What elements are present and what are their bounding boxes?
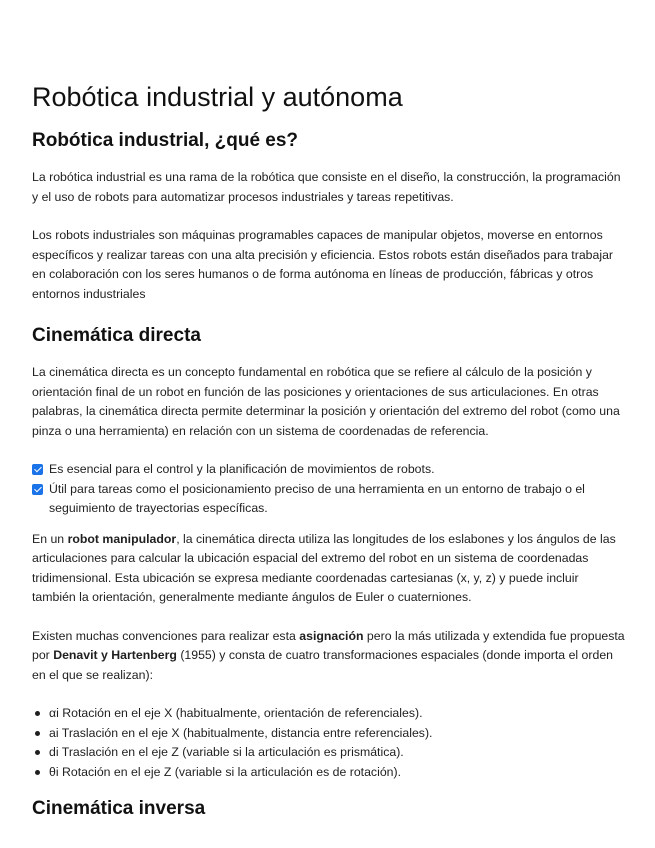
checklist-item-label: Es esencial para el control y la planificación de movimientos de robots. — [49, 462, 435, 476]
bold-term-denavit-hartenberg: Denavit y Hartenberg — [53, 648, 177, 662]
text-run: En un — [32, 531, 68, 546]
checked-checkbox-icon[interactable] — [32, 484, 43, 495]
bold-term-asignacion: asignación — [299, 628, 364, 643]
paragraph-convenciones — [32, 627, 625, 686]
checklist-item — [32, 460, 625, 480]
text-run: (1955) y consta de cuatro transformaciones espaciales (donde importa el orden en el que se realizan): — [32, 648, 614, 682]
page-title: Robótica industrial y autónoma — [32, 82, 403, 112]
checklist-item-label: Útil para tareas como el posicionamiento preciso de una herramienta en un entorno de trabajo o el seguimiento de trayectorias específicas. — [49, 481, 585, 515]
text-run: pero la más utilizada y extendida fue propuesta por — [32, 628, 625, 662]
section-heading-robotica-industrial: Robótica industrial, ¿qué es? — [32, 130, 299, 151]
list-item: ai Traslación en el eje X (habitualmente, distancia entre referenciales). — [32, 724, 625, 744]
list-item: αi Rotación en el eje X (habitualmente, orientación de referenciales). — [32, 704, 625, 724]
paragraph-robots-industriales: Los robots industriales son máquinas programables capaces de manipular objetos, moverse en entornos específicos y realizar tareas con una alta precisión y eficiencia. Estos robots están diseñados para trabajar en colaboración con los seres humanos o de forma autónoma en líneas de producción, fábricas y otros entornos industriales — [32, 228, 613, 301]
paragraph-cinematica-directa: La cinemática directa es un concepto fundamental en robótica que se refiere al cálculo de la posición y orientación final de un robot en función de las posiciones y orientaciones de sus articulaciones. En otras palabras, la cinemática directa permite determinar la posición y orientación del extremo del robot (como una pinza o una herramienta) en relación con un sistema de coordenadas de referencia. — [32, 365, 620, 438]
section-heading-cinematica-directa: Cinemática directa — [32, 325, 201, 346]
text-run: , la cinemática directa utiliza las longitudes de los eslabones y los ángulos de las articulaciones para calcular la ubicación espacial del extremo del robot en un sistema de coordenadas tridimensional. Esta ubicación se expresa mediante coordenadas cartesianas (x, y, z) y puede incluir también la orientación, generalmente mediante ángulos de Euler o cuaterniones. — [32, 531, 616, 604]
transform-list — [32, 704, 625, 782]
list-item: di Traslación en el eje Z (variable si la articulación es prismática). — [32, 743, 625, 763]
checklist-item — [32, 480, 625, 519]
paragraph-robot-manipulador — [32, 530, 625, 608]
paragraph-intro: La robótica industrial es una rama de la robótica que consiste en el diseño, la construcción, la programación y el uso de robots para automatizar procesos industriales y tareas repetitivas. — [32, 170, 621, 204]
text-run: Existen muchas convenciones para realizar esta — [32, 628, 300, 643]
section-heading-cinematica-inversa: Cinemática inversa — [32, 798, 206, 819]
checklist — [32, 460, 625, 519]
checked-checkbox-icon[interactable] — [32, 464, 43, 475]
bold-term-robot-manipulador: robot manipulador — [67, 531, 177, 546]
list-item: θi Rotación en el eje Z (variable si la articulación es de rotación). — [32, 763, 625, 783]
